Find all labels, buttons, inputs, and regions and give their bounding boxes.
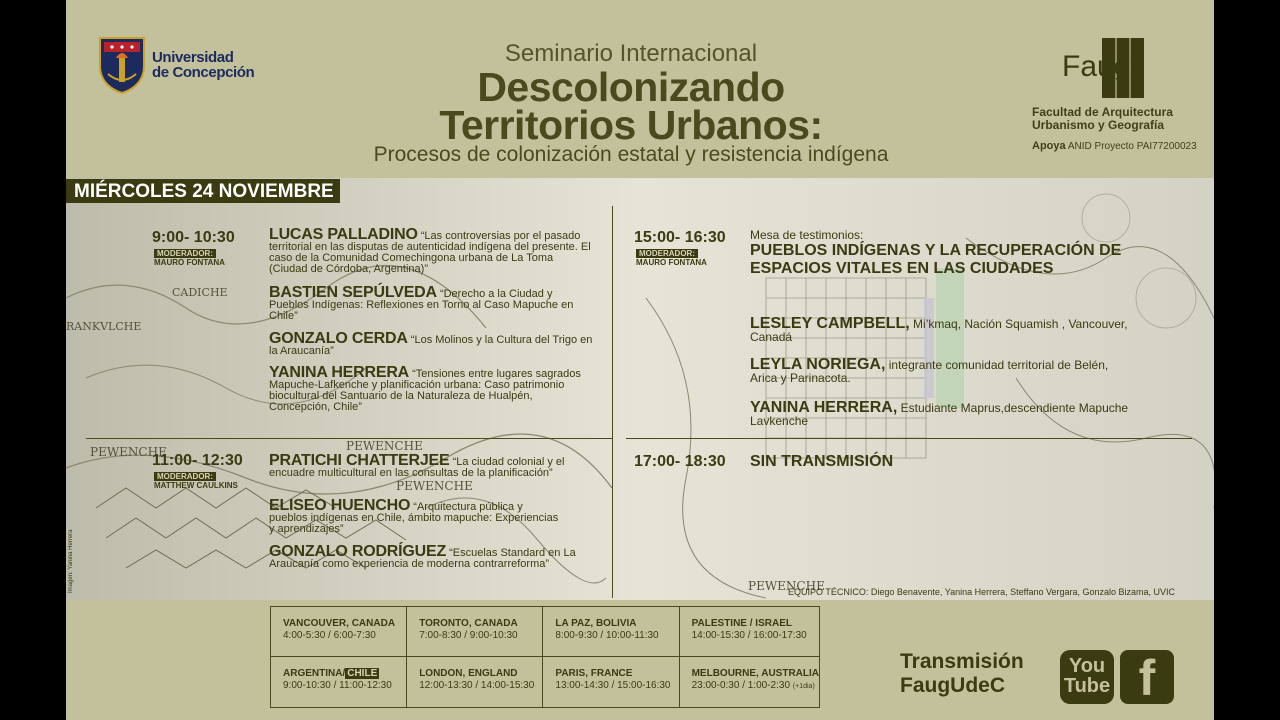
panelist-2 <box>750 358 1130 385</box>
timezone-cell <box>680 657 819 707</box>
panelist-desc: Mi’kmaq, Nación Squamish , Vancouver, Canadá <box>750 317 1128 344</box>
tz-times: 9:00-10:30 / 11:00-12:30 <box>283 680 392 691</box>
panelist-desc: Estudiante Maprus,descendiente Mapuche Lavkenche <box>750 401 1129 428</box>
session1-moderator <box>154 249 225 267</box>
panelist-name: LEYLA NORIEGA, <box>750 356 886 373</box>
udec-name-line1: Universidad <box>152 49 234 66</box>
udec-name-line2: de Concepción <box>152 64 255 81</box>
tz-note: (+1dia) <box>792 683 815 690</box>
talk-title: “La ciudad colonial y el encuadre multicultural en las consultas de la planificación” <box>269 456 565 479</box>
session2-talk-1 <box>269 452 599 479</box>
stream-line1: Transmisión <box>900 650 1024 673</box>
subtitle: Procesos de colonización estatal y resistencia indígena <box>373 143 889 166</box>
map-label-pewenche-1: PEWENCHE <box>90 445 167 459</box>
title-block <box>316 40 946 166</box>
seminar-label: Seminario Internacional <box>504 40 758 67</box>
session1-mod-tag: MODERADOR: <box>154 249 216 258</box>
session1-talk-2 <box>269 284 579 322</box>
timezone-cell <box>407 657 543 707</box>
tz-times: 7:00-8:30 / 9:00-10:30 <box>419 630 518 641</box>
timezone-cell <box>407 607 543 657</box>
map-label-pewenche-2: PEWENCHE <box>346 439 423 453</box>
poster <box>66 0 1214 720</box>
timezone-table <box>270 606 820 708</box>
faculty-line1: Facultad de Arquitectura <box>1032 105 1173 119</box>
timezone-cell <box>543 657 679 707</box>
title-line1: Descolonizando <box>477 64 785 110</box>
tz-times: 8:00-9:30 / 10:00-11:30 <box>555 630 659 641</box>
row-divider-right <box>626 438 1192 439</box>
tz-times: 23:00-0:30 / 1:00-2:30 <box>691 680 791 691</box>
tz-times: 14:00-15:30 / 16:00-17:30 <box>691 630 807 641</box>
session2-moderator <box>154 472 238 490</box>
session3-time: 15:00- 16:30 <box>634 229 726 246</box>
speaker-name: ELISEO HUENCHO <box>269 497 411 514</box>
speaker-name: LUCAS PALLADINO <box>269 226 418 243</box>
tz-times: 12:00-13:30 / 14:00-15:30 <box>419 680 535 691</box>
timezone-cell <box>543 607 679 657</box>
speaker-name: GONZALO RODRÍGUEZ <box>269 543 447 560</box>
timezone-cell <box>680 607 819 657</box>
tz-city: ARGENTINA/ <box>283 668 346 679</box>
session1-talk-1 <box>269 226 591 275</box>
image-credit: Imagen: Yanina Herrera <box>68 529 74 593</box>
speaker-name: YANINA HERRERA <box>269 364 410 381</box>
session3-moderator <box>636 249 707 267</box>
tz-city-highlight: CHILE <box>347 668 378 679</box>
session1-talk-3 <box>269 330 599 357</box>
tz-city: LA PAZ, BOLIVIA <box>555 618 637 629</box>
column-divider <box>612 206 613 598</box>
tz-city: MELBOURNE, AUSTRALIA <box>691 668 819 679</box>
anid-label: ANID Proyecto PAI77200023 <box>1067 141 1197 152</box>
session1-time: 9:00- 10:30 <box>152 229 235 246</box>
tz-city: PARIS, FRANCE <box>555 668 633 679</box>
stream-label <box>900 650 1024 698</box>
session2-time: 11:00- 12:30 <box>152 452 243 469</box>
tz-times: 13:00-14:30 / 15:00-16:30 <box>555 680 671 691</box>
tz-city: LONDON, ENGLAND <box>419 668 518 679</box>
map-label-pewenche-4: PEWENCHE <box>748 579 825 593</box>
panelist-1 <box>750 317 1130 344</box>
udec-shield-icon <box>98 36 146 94</box>
talk-title: “Arquitectura pública y pueblos indígenas en Chile, ámbito mapuche: Experiencias y aprendizajes” <box>269 501 559 535</box>
session1-talk-4 <box>269 364 587 413</box>
session2-talk-2 <box>269 497 559 535</box>
tz-city: VANCOUVER, CANADA <box>283 618 396 629</box>
talk-title: “Derecho a la Ciudad y Pueblos Indígenas: Reflexiones en Torno al Caso Mapuche en Chile” <box>269 288 574 322</box>
session2-mod-tag: MODERADOR: <box>154 472 216 481</box>
youtube-text-2: Tube <box>1063 675 1111 697</box>
day-banner: MIÉRCOLES 24 NOVIEMBRE <box>66 179 340 203</box>
session4-time: 17:00- 18:30 <box>634 453 726 470</box>
row-divider-left <box>86 438 612 439</box>
tz-city: PALESTINE / ISRAEL <box>691 618 792 629</box>
panelist-name: LESLEY CAMPBELL, <box>750 315 910 332</box>
mesa-label: Mesa de testimonios: <box>750 228 864 242</box>
session3-mod-name: MAURO FONTANA <box>636 258 707 267</box>
faug-logo-icon <box>1062 36 1146 100</box>
talk-title: “Escuelas Standard en La Araucanía como experiencia de moderna contrarreforma” <box>269 547 576 570</box>
faculty-line2: Urbanismo y Geografía <box>1032 118 1165 132</box>
timezone-cell <box>271 657 407 707</box>
panelist-desc: integrante comunidad territorial de Belén, Arica y Parinacota. <box>750 358 1109 385</box>
session3-mod-tag: MODERADOR: <box>636 249 698 258</box>
map-label-cadiche: CADICHE <box>172 286 228 299</box>
talk-title: “Las controversias por el pasado territorial en las disputas de autenticidad indígena del presente. El caso de la Comunidad Comechingona urbana de La Toma (Ciudad de Córdoba, Argentina)” <box>269 230 591 275</box>
panelist-3 <box>750 401 1130 428</box>
session1-mod-name: MAURO FONTANA <box>154 258 225 267</box>
tz-city: TORONTO, CANADA <box>419 618 518 629</box>
panelist-name: YANINA HERRERA, <box>750 399 898 416</box>
talk-title: “Los Molinos y la Cultura del Trigo en la Araucanía” <box>269 334 593 357</box>
technical-team-credit: EQUIPO TÉCNICO: Diego Benavente, Yanina Herrera, Steffano Vergara, Gonzalo Bizama, UVIC <box>788 587 1176 597</box>
udec-logo <box>98 36 254 94</box>
youtube-text-1: You <box>1068 655 1106 677</box>
session4-label: SIN TRANSMISIÓN <box>750 453 894 470</box>
title-line2: Territorios Urbanos: <box>439 102 823 148</box>
mesa-title: PUEBLOS INDÍGENAS Y LA RECUPERACIÓN DE ESPACIOS VITALES EN LAS CIUDADES <box>750 242 1122 277</box>
tz-times: 4:00-5:30 / 6:00-7:30 <box>283 630 376 641</box>
map-label-pewenche-3: PEWENCHE <box>396 479 473 493</box>
talk-title: “Tensiones entre lugares sagrados Mapuche-Lafkenche y planificación urbana: Caso patrimonio biocultural del Santuario de la Naturaleza de Hualpén, Concepción, Chile” <box>269 368 581 413</box>
faug-logo-text: Faug <box>1062 50 1131 83</box>
speaker-name: GONZALO CERDA <box>269 330 408 347</box>
stream-line2: FaugUdeC <box>900 674 1005 697</box>
youtube-icon[interactable] <box>1060 650 1114 704</box>
apoya-label: Apoya <box>1032 140 1066 152</box>
session2-talk-3 <box>269 543 599 570</box>
map-label-rankvlche: RANKVLCHE <box>66 320 142 333</box>
speaker-name: PRATICHI CHATTERJEE <box>269 452 450 469</box>
facebook-icon[interactable]: f <box>1120 650 1174 704</box>
timezone-cell <box>271 607 407 657</box>
session2-mod-name: MATTHEW CAULKINS <box>154 481 238 490</box>
speaker-name: BASTIEN SEPÚLVEDA <box>269 284 437 301</box>
